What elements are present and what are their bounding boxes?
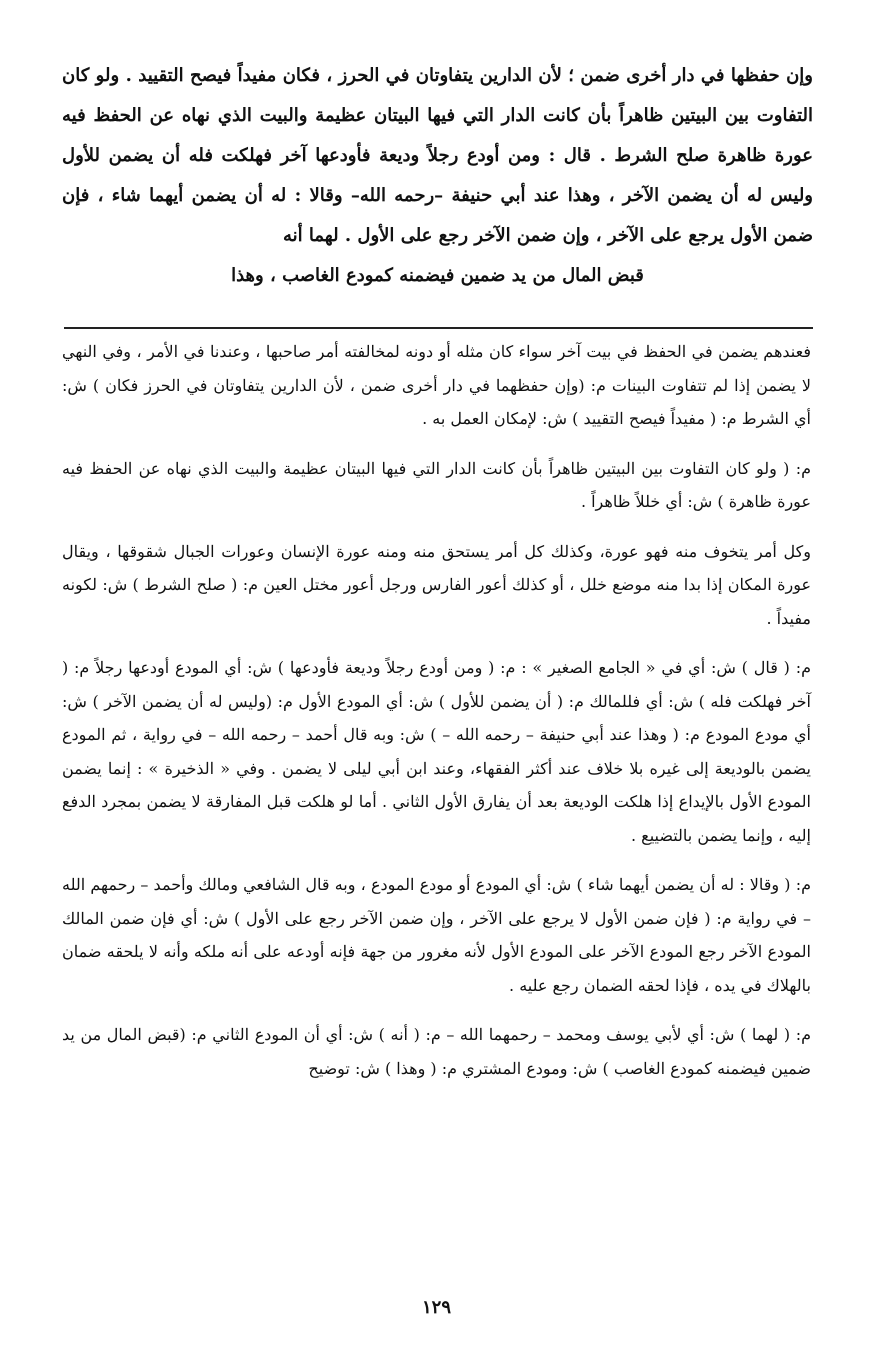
commentary-paragraph: م: ( قال ) ش: أي في « الجامع الصغير » : م: ( ومن أودع رجلاً وديعة فأودعها ) ش: أي المودع أودعها رجلاً م: ( آخر فهلكت فله ) ش: أي فللمالك م: ( أن يضمن للأول ) ش: أي المودع الأول م: (وليس له أن يضمن الآخر ) ش: أي مودع المودع م: ( وهذا عند أبي حنيفة – رحمه الله – ) ش: وبه قال أحمد – رحمه الله – في رواية ، ثم المودع يضمن بالوديعة إلى غيره بلا خلاف عند أكثر الفقهاء، وعند ابن أبي ليلى لا يضمن . وفي « الذخيرة » : إنما يضمن المودع الأول بالإيداع إذا هلكت الوديعة بعد أن يفارق الأول الثاني . أما لو هلكت قبل المفارقة لا يضمن بمجرد الدفع إليه ، وإنما يضمن بالتضييع . <box>62 658 811 845</box>
commentary-paragraph: وكل أمر يتخوف منه فهو عورة، وكذلك كل أمر يستحق منه ومنه عورة الإنسان وعورات الجبال شقوقها ، ويقال عورة المكان إذا بدا منه موضع خلل ، أو كذلك أعور الفارس ورجل أعور مختل العين م: ( صلح الشرط ) ش: لكونه مفيداً . <box>62 541 812 628</box>
commentary-paragraph: م: ( لهما ) ش: أي لأبي يوسف ومحمد – رحمهما الله – م: ( أنه ) ش: أي أن المودع الثاني م: (قبض المال من يد ضمين فيضمنه كمودع الغاصب ) ش: ومودع المشتري م: ( وهذا ) ش: توضيح <box>62 1025 812 1078</box>
commentary-paragraph: م: ( وقالا : له أن يضمن أيهما شاء ) ش: أي المودع أو مودع المودع ، وبه قال الشافعي ومالك وأحمد – رحمهم الله – في رواية م: ( فإن ضمن الأول لا يرجع على الآخر ، وإن ضمن الآخر رجع على الأول ) ش: أي فإن ضمن المالك المودع الآخر رجع المودع الآخر على المودع الأول لأنه مغرور من جهة فإنه أودعه على أنه ملكه وأنه لا يلحقه ضمان بالهلاك في يده ، فإذا لحقه الضمان رجع عليه . <box>62 875 812 995</box>
main-paragraph: قبض المال من يد ضمين فيضمنه كمودع الغاصب ، وهذا <box>231 265 644 286</box>
main-paragraph: وإن حفظها في دار أخرى ضمن ؛ لأن الدارين يتفاوتان في الحرز ، فكان مفيداً فيصح التقييد . ولو كان التفاوت بين البيتين ظاهراً بأن كانت الدار التي فيها البيتان عظيمة والبيت الذي نهاه عن الحفظ فيه عورة ظاهرة صلح الشرط . قال : ومن أودع رجلاً وديعة فأودعها آخر فهلكت فله أن يضمن للأول وليس له أن يضمن الآخر ، وهذا عند أبي حنيفة –رحمه الله– وقالا : له أن يضمن أيهما شاء ، فإن ضمن الأول يرجع على الآخر ، وإن ضمن الآخر رجع على الأول . لهما أنه <box>62 65 813 246</box>
main-text <box>62 56 813 296</box>
commentary-paragraph: فعندهم يضمن في الحفظ في بيت آخر سواء كان مثله أو دونه لمخالفته أمر صاحبها ، وعندنا في الأمر ، وفي النهي لا يضمن إذا لم تتفاوت البينات م: (وإن حفظهما في دار أخرى ضمن ، لأن الدارين يتفاوتان في الحرز فكان ) ش: أي الشرط م: ( مفيداً فيصح التقييد ) ش: لإمكان العمل به . <box>62 342 812 428</box>
separator-rule <box>64 327 813 329</box>
page-number: ١٢٩ <box>421 1297 451 1318</box>
commentary-text <box>62 335 811 1085</box>
commentary-paragraph: م: ( ولو كان التفاوت بين البيتين ظاهراً بأن كانت الدار التي فيها البيتان عظيمة والبيت الذي نهاه عن الحفظ فيه عورة ظاهرة ) ش: أي خللاً ظاهراً . <box>62 458 811 511</box>
